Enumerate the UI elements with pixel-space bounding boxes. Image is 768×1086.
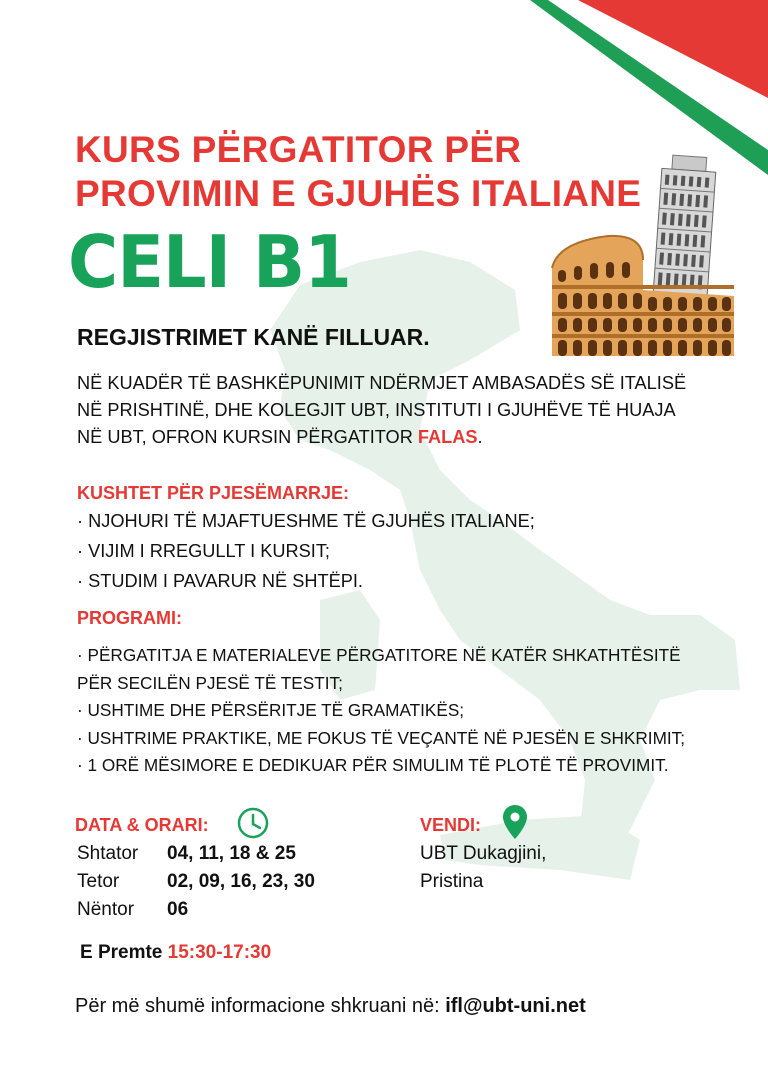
- title-line-2: PROVIMIN E GJUHËS ITALIANE: [75, 173, 642, 214]
- list-item: · STUDIM I PAVARUR NË SHTËPI.: [77, 571, 363, 591]
- schedule-heading: DATA & ORARI:: [75, 815, 209, 835]
- colosseum-illustration: [548, 230, 736, 358]
- venue-address: [420, 840, 546, 896]
- location-pin-icon: [502, 804, 528, 840]
- time-range: 15:30-17:30: [167, 942, 272, 963]
- contact-text: Për më shumë informacione shkruani në:: [75, 995, 446, 1017]
- month-cell: Nëntor: [77, 899, 135, 920]
- list-item: · USHTIME DHE PËRSËRITJE TË GRAMATIKËS;: [77, 700, 465, 721]
- venue-heading: VENDI:: [420, 815, 482, 835]
- table-row: [77, 840, 315, 868]
- list-item: · USHTRIME PRAKTIKE, ME FOKUS TË VEÇANTË NË PJESËN E SHKRIMIT;: [77, 727, 686, 748]
- schedule-table: [77, 840, 315, 924]
- list-item: · VIJIM I RREGULLT I KURSIT;: [77, 541, 330, 561]
- intro-line-3: NË UBT, OFRON KURSIN PËRGATITOR FALAS.: [77, 427, 483, 447]
- free-highlight: FALAS: [417, 427, 478, 447]
- month-cell: Shtator: [77, 843, 139, 864]
- list-item: · NJOHURI TË MJAFTUESHME TË GJUHËS ITALIANE;: [77, 511, 535, 531]
- month-cell: Tetor: [77, 871, 120, 892]
- weekly-time: [80, 942, 271, 964]
- list-item: PËR SECILËN PJESË TË TESTIT;: [77, 672, 343, 693]
- exam-level: CELI B1: [68, 220, 351, 304]
- intro-line-1: NË KUADËR TË BASHKËPUNIMIT NDËRMJET AMBASADËS SË ITALISË: [77, 373, 687, 393]
- title-line-1: KURS PËRGATITOR PËR: [75, 129, 522, 170]
- clock-icon: [236, 806, 270, 840]
- table-row: [77, 868, 315, 896]
- table-row: [77, 896, 315, 924]
- registration-notice: REGJISTRIMET KANË FILLUAR.: [77, 324, 430, 350]
- list-item: · 1 ORË MËSIMORE E DEDIKUAR PËR SIMULIM TË PLOTË TË PROVIMIT.: [77, 755, 669, 776]
- day-label: E Premte: [80, 942, 163, 963]
- contact-email-link[interactable]: ifl@ubt-uni.net: [445, 995, 586, 1017]
- venue-line-2: Pristina: [420, 871, 484, 892]
- dates-cell: 04, 11, 18 & 25: [167, 843, 296, 864]
- dates-cell: 02, 09, 16, 23, 30: [167, 871, 315, 892]
- list-item: · PËRGATITJA E MATERIALEVE PËRGATITORE NË KATËR SHKATHTËSITË: [77, 645, 681, 665]
- program-list: [77, 642, 685, 780]
- dates-cell: 06: [167, 899, 189, 920]
- contact-footer: [75, 995, 586, 1018]
- program-heading: PROGRAMI:: [77, 608, 182, 628]
- intro-line-2: NË PRISHTINË, DHE KOLEGJIT UBT, INSTITUTI I GJUHËVE TË HUAJA: [77, 400, 676, 420]
- intro-paragraph: [77, 370, 737, 451]
- conditions-heading: KUSHTET PËR PJESËMARRJE:: [77, 483, 350, 503]
- venue-line-1: UBT Dukagjini,: [420, 843, 547, 864]
- page-title: [75, 128, 641, 216]
- conditions-list: [77, 506, 535, 596]
